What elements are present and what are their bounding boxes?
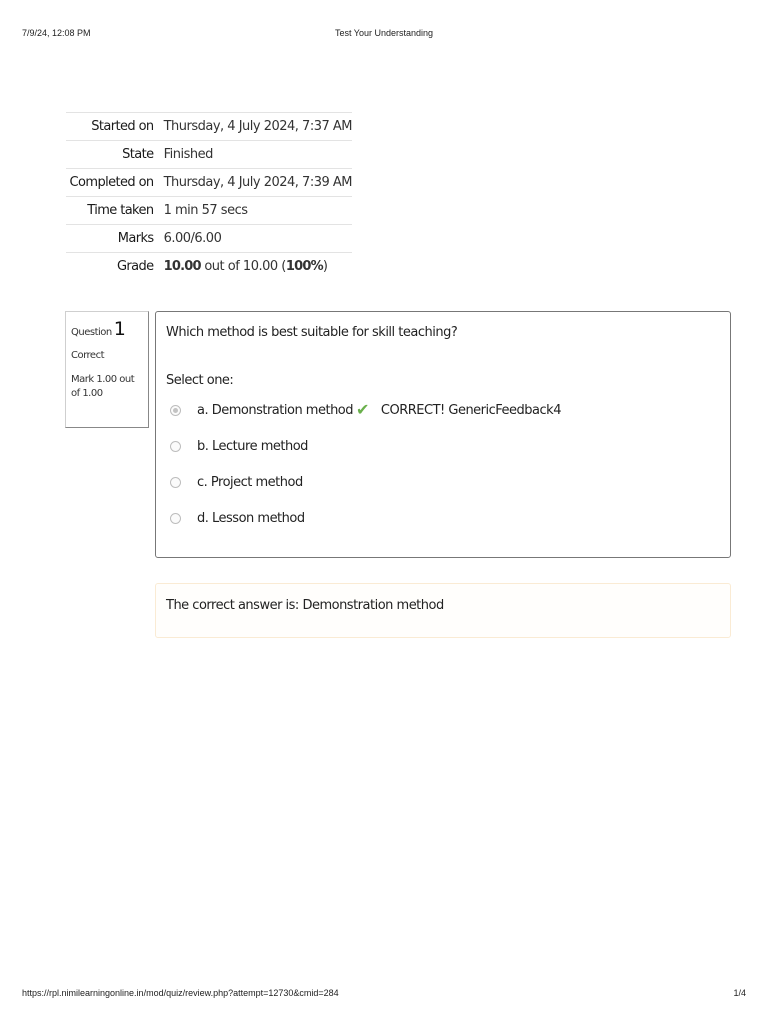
radio-button[interactable] xyxy=(170,441,181,452)
summary-value: Finished xyxy=(163,147,213,162)
quiz-summary-table xyxy=(66,112,352,281)
answer-feedback: CORRECT! GenericFeedback4 xyxy=(380,402,561,418)
radio-button[interactable] xyxy=(170,513,181,524)
answer-list xyxy=(166,392,720,536)
answer-label: b. Lecture method xyxy=(197,438,308,454)
answer-label: d. Lesson method xyxy=(197,510,305,526)
question-text: Which method is best suitable for skill teaching? xyxy=(166,325,458,340)
summary-row-state xyxy=(66,141,352,169)
summary-label: Marks xyxy=(117,231,154,246)
summary-row-started xyxy=(66,113,352,141)
question-number xyxy=(71,318,143,340)
answer-option-c[interactable] xyxy=(166,464,720,500)
summary-value: 1 min 57 secs xyxy=(163,203,248,218)
summary-label: Completed on xyxy=(69,175,154,190)
print-header xyxy=(0,28,768,42)
print-footer xyxy=(0,988,768,1002)
summary-value: 6.00/6.00 xyxy=(163,231,222,246)
print-datetime: 7/9/24, 12:08 PM xyxy=(22,28,91,38)
grade-middle: out of 10.00 ( xyxy=(200,259,286,275)
summary-row-completed xyxy=(66,169,352,197)
summary-row-grade xyxy=(66,253,352,281)
summary-row-time-taken xyxy=(66,197,352,225)
question-mark: Mark 1.00 out of 1.00 xyxy=(71,374,135,399)
summary-row-marks xyxy=(66,225,352,253)
summary-value xyxy=(162,253,352,281)
answer-option-a[interactable] xyxy=(166,392,720,428)
answer-option-d[interactable] xyxy=(166,500,720,536)
answer-label: a. Demonstration method xyxy=(197,402,354,418)
answer-option-b[interactable] xyxy=(166,428,720,464)
summary-label: State xyxy=(122,147,154,162)
right-answer-text: The correct answer is: Demonstration method xyxy=(166,598,444,613)
print-page-number: 1/4 xyxy=(733,988,746,998)
question-state: Correct xyxy=(71,350,104,361)
summary-label: Started on xyxy=(91,119,154,134)
grade-end: ) xyxy=(322,259,328,275)
question-content xyxy=(155,311,731,558)
question-number-value: 1 xyxy=(113,318,126,340)
check-icon: ✔ xyxy=(356,400,369,419)
select-one-prompt: Select one: xyxy=(166,373,234,388)
grade-percent: 100% xyxy=(285,259,323,275)
summary-value: Thursday, 4 July 2024, 7:37 AM xyxy=(163,119,352,134)
summary-label: Time taken xyxy=(87,203,154,218)
grade-score: 10.00 xyxy=(163,259,201,275)
print-title: Test Your Understanding xyxy=(334,28,434,38)
summary-label: Grade xyxy=(116,259,154,275)
question-info xyxy=(65,311,149,428)
right-answer-box xyxy=(155,583,731,638)
question-prefix: Question xyxy=(71,327,112,338)
summary-value: Thursday, 4 July 2024, 7:39 AM xyxy=(163,175,352,190)
radio-button[interactable] xyxy=(170,477,181,488)
answer-label: c. Project method xyxy=(197,474,303,490)
radio-button[interactable] xyxy=(170,405,181,416)
print-url: https://rpl.nimilearningonline.in/mod/quiz/review.php?attempt=12730&cmid=284 xyxy=(22,988,339,998)
